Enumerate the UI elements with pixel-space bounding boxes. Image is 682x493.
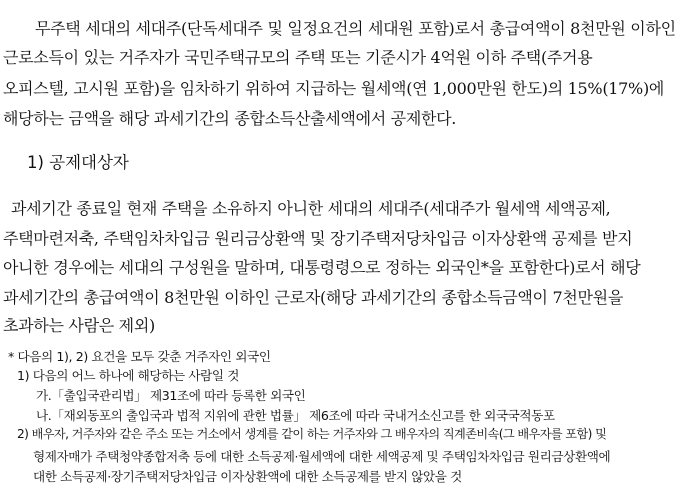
intro-line-2: 근로소득이 있는 거주자가 국민주택규모의 주택 또는 기준시가 4억원 이하 주택(주거용 (3, 48, 593, 67)
eligibility-line-3: 아니한 경우에는 세대의 구성원을 말하며, 대통령령으로 정하는 외국인*을 포함한다)로서 해당 (3, 258, 641, 277)
footnote-line-2: 1) 다음의 어느 하나에 해당하는 사람일 것 (17, 368, 239, 383)
section-heading: 1) 공제대상자 (27, 153, 129, 172)
intro-line-4: 해당하는 금액을 해당 과세기간의 종합소득산출세액에서 공제한다. (3, 109, 457, 128)
footnote-line-6: 형제자매가 주택청약종합저축 등에 대한 소득공제·월세액에 대한 세액공제 및 주택임차차입금 원리금상환액에 (33, 449, 611, 464)
footnote-line-3: 가.「출입국관리법」 제31조에 따라 등록한 외국인 (36, 388, 306, 403)
intro-line-1: 무주택 세대의 세대주(단독세대주 및 일정요건의 세대원 포함)로서 총급여액이 8천만원 이하인 (35, 19, 676, 38)
eligibility-line-1: 과세기간 종료일 현재 주택을 소유하지 아니한 세대의 세대주(세대주가 월세액 세액공제, (11, 199, 611, 218)
intro-line-3: 오피스텔, 고시원 포함)을 임차하기 위하여 지급하는 월세액(연 1,000만원 한도)의 15%(17%)에 (3, 79, 665, 98)
footnote-line-1: * 다음의 1), 2) 요건을 모두 갖춘 거주자인 외국인 (8, 349, 271, 364)
eligibility-line-2: 주택마련저축, 주택임차차입금 원리금상환액 및 장기주택저당차입금 이자상환액 공제를 받지 (3, 229, 633, 248)
footnote-line-5: 2) 배우자, 거주자와 같은 주소 또는 거소에서 생계를 같이 하는 거주자와 그 배우자의 직계존비속(그 배우자를 포함) 및 (17, 427, 607, 441)
footnote-line-7: 대한 소득공제·장기주택저당차입금 이자상환액에 대한 소득공제를 받지 않았을 것 (33, 469, 462, 484)
footnote-line-4: 나.「재외동포의 출입국과 법적 지위에 관한 법률」 제6조에 따라 국내거소신고를 한 외국국적동포 (36, 408, 555, 423)
eligibility-line-4: 과세기간의 총급여액이 8천만원 이하인 근로자(해당 과세기간의 종합소득금액이 7천만원을 (3, 288, 623, 307)
eligibility-line-5: 초과하는 사람은 제외) (3, 316, 155, 335)
